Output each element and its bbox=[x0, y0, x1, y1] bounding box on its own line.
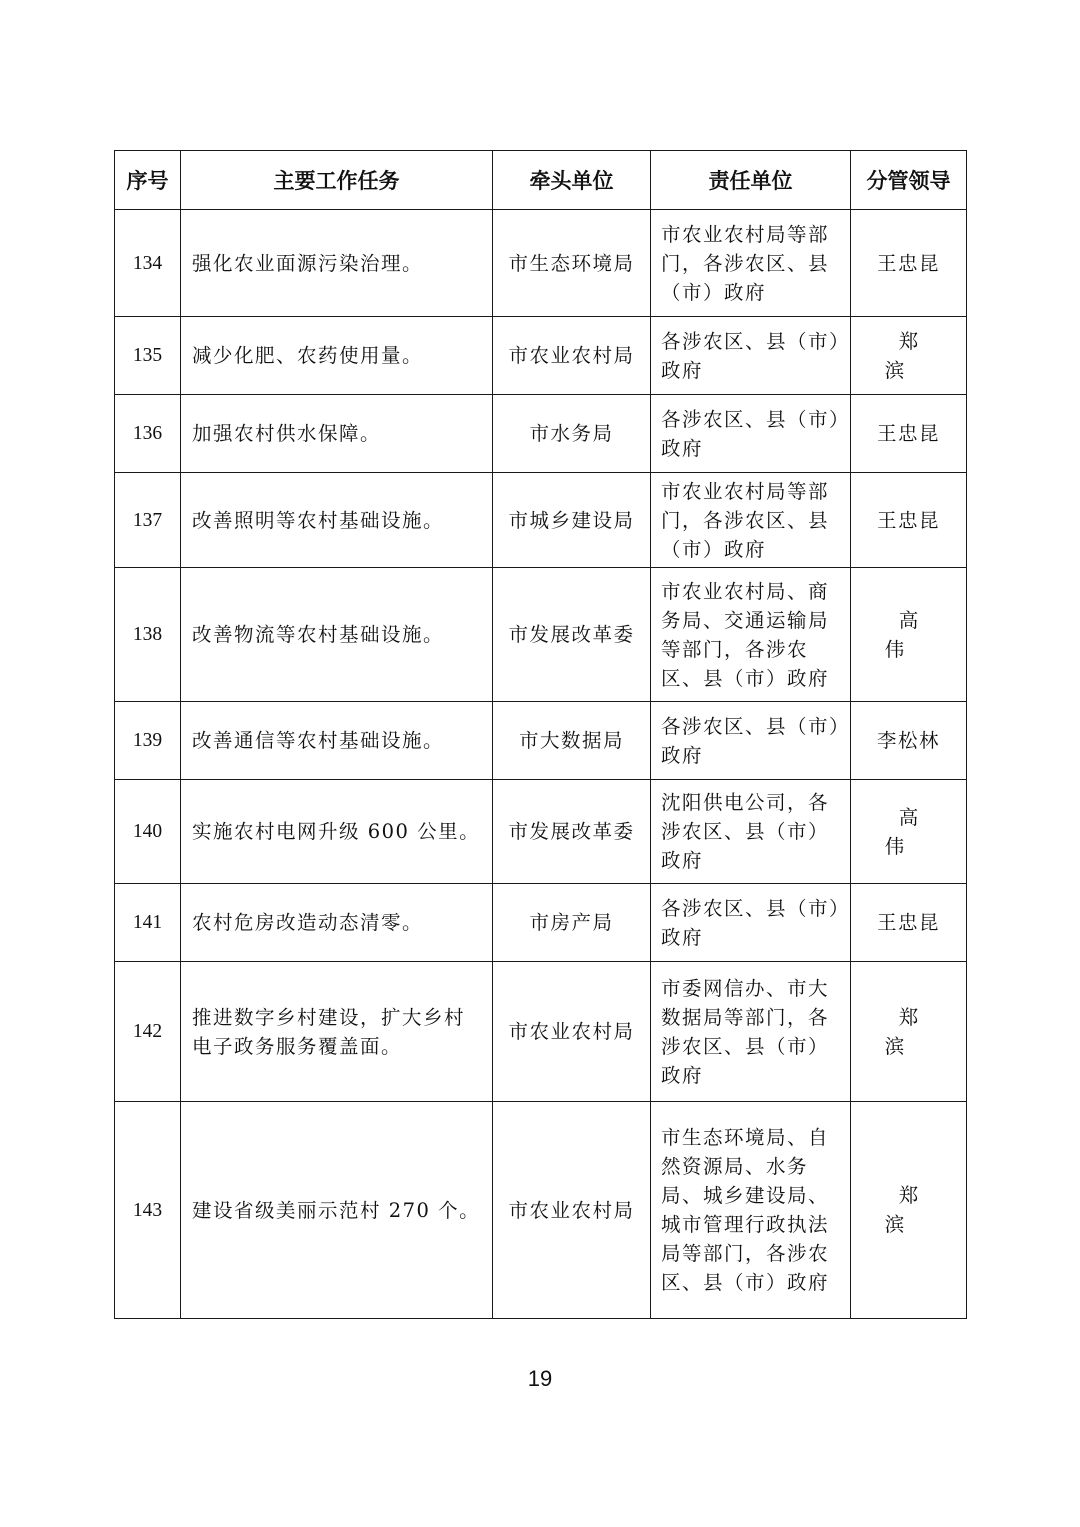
row-leader: 李松林 bbox=[851, 702, 967, 780]
row-task: 改善通信等农村基础设施。 bbox=[181, 702, 493, 780]
row-number: 135 bbox=[115, 317, 181, 395]
row-lead-unit: 市发展改革委 bbox=[493, 780, 651, 884]
row-leader: 王忠昆 bbox=[851, 210, 967, 317]
row-number: 138 bbox=[115, 568, 181, 702]
table-header-row bbox=[115, 151, 967, 210]
row-leader: 高伟 bbox=[884, 608, 947, 661]
row-responsible-unit: 市农业农村局等部门，各涉农区、县（市）政府 bbox=[651, 210, 851, 317]
row-leader: 郑滨 bbox=[884, 329, 947, 382]
row-leader: 郑滨 bbox=[884, 1005, 947, 1058]
row-task: 强化农业面源污染治理。 bbox=[181, 210, 493, 317]
table-row bbox=[115, 702, 967, 780]
row-task: 实施农村电网升级 600 公里。 bbox=[181, 780, 493, 884]
row-lead-unit: 市房产局 bbox=[493, 884, 651, 962]
table-row bbox=[115, 568, 967, 702]
row-responsible-unit: 各涉农区、县（市）政府 bbox=[651, 317, 851, 395]
row-task: 农村危房改造动态清零。 bbox=[181, 884, 493, 962]
row-number: 134 bbox=[115, 210, 181, 317]
row-responsible-unit: 市生态环境局、自然资源局、水务局、城乡建设局、城市管理行政执法局等部门，各涉农区、县（市）政府 bbox=[651, 1102, 851, 1319]
row-lead-unit: 市城乡建设局 bbox=[493, 473, 651, 568]
table-row bbox=[115, 317, 967, 395]
row-task: 改善照明等农村基础设施。 bbox=[181, 473, 493, 568]
header-responsible-unit: 责任单位 bbox=[651, 151, 851, 210]
row-lead-unit: 市农业农村局 bbox=[493, 1102, 651, 1319]
row-lead-unit: 市发展改革委 bbox=[493, 568, 651, 702]
page-number: 19 bbox=[527, 1366, 553, 1391]
row-leader: 王忠昆 bbox=[851, 395, 967, 473]
row-task: 建设省级美丽示范村 270 个。 bbox=[181, 1102, 493, 1319]
row-lead-unit: 市农业农村局 bbox=[493, 962, 651, 1102]
row-responsible-unit: 各涉农区、县（市）政府 bbox=[651, 884, 851, 962]
row-responsible-unit: 各涉农区、县（市）政府 bbox=[651, 702, 851, 780]
row-number: 140 bbox=[115, 780, 181, 884]
row-task: 改善物流等农村基础设施。 bbox=[181, 568, 493, 702]
row-number: 143 bbox=[115, 1102, 181, 1319]
table-row bbox=[115, 962, 967, 1102]
row-leader: 郑滨 bbox=[884, 1184, 947, 1236]
table-row bbox=[115, 884, 967, 962]
row-responsible-unit: 市农业农村局、商务局、交通运输局等部门，各涉农区、县（市）政府 bbox=[651, 568, 851, 702]
row-responsible-unit: 市委网信办、市大数据局等部门，各涉农区、县（市）政府 bbox=[651, 962, 851, 1102]
row-number: 139 bbox=[115, 702, 181, 780]
row-leader: 高伟 bbox=[884, 805, 947, 858]
row-lead-unit: 市生态环境局 bbox=[493, 210, 651, 317]
row-number: 136 bbox=[115, 395, 181, 473]
row-task: 加强农村供水保障。 bbox=[181, 395, 493, 473]
row-number: 141 bbox=[115, 884, 181, 962]
row-responsible-unit: 市农业农村局等部门，各涉农区、县（市）政府 bbox=[651, 473, 851, 568]
table-row bbox=[115, 1102, 967, 1319]
header-main-task: 主要工作任务 bbox=[181, 151, 493, 210]
row-responsible-unit: 沈阳供电公司，各涉农区、县（市）政府 bbox=[651, 780, 851, 884]
header-leader: 分管领导 bbox=[851, 151, 967, 210]
task-table bbox=[114, 150, 967, 1319]
row-number: 142 bbox=[115, 962, 181, 1102]
row-leader: 王忠昆 bbox=[851, 884, 967, 962]
row-lead-unit: 市农业农村局 bbox=[493, 317, 651, 395]
row-lead-unit: 市大数据局 bbox=[493, 702, 651, 780]
row-leader: 王忠昆 bbox=[851, 473, 967, 568]
row-task: 减少化肥、农药使用量。 bbox=[181, 317, 493, 395]
row-responsible-unit: 各涉农区、县（市）政府 bbox=[651, 395, 851, 473]
row-task: 推进数字乡村建设，扩大乡村电子政务服务覆盖面。 bbox=[181, 962, 493, 1102]
header-lead-unit: 牵头单位 bbox=[493, 151, 651, 210]
table-row bbox=[115, 473, 967, 568]
table-row bbox=[115, 210, 967, 317]
row-lead-unit: 市水务局 bbox=[493, 395, 651, 473]
table-row bbox=[115, 395, 967, 473]
row-number: 137 bbox=[115, 473, 181, 568]
table-row bbox=[115, 780, 967, 884]
header-serial-number: 序号 bbox=[115, 151, 181, 210]
